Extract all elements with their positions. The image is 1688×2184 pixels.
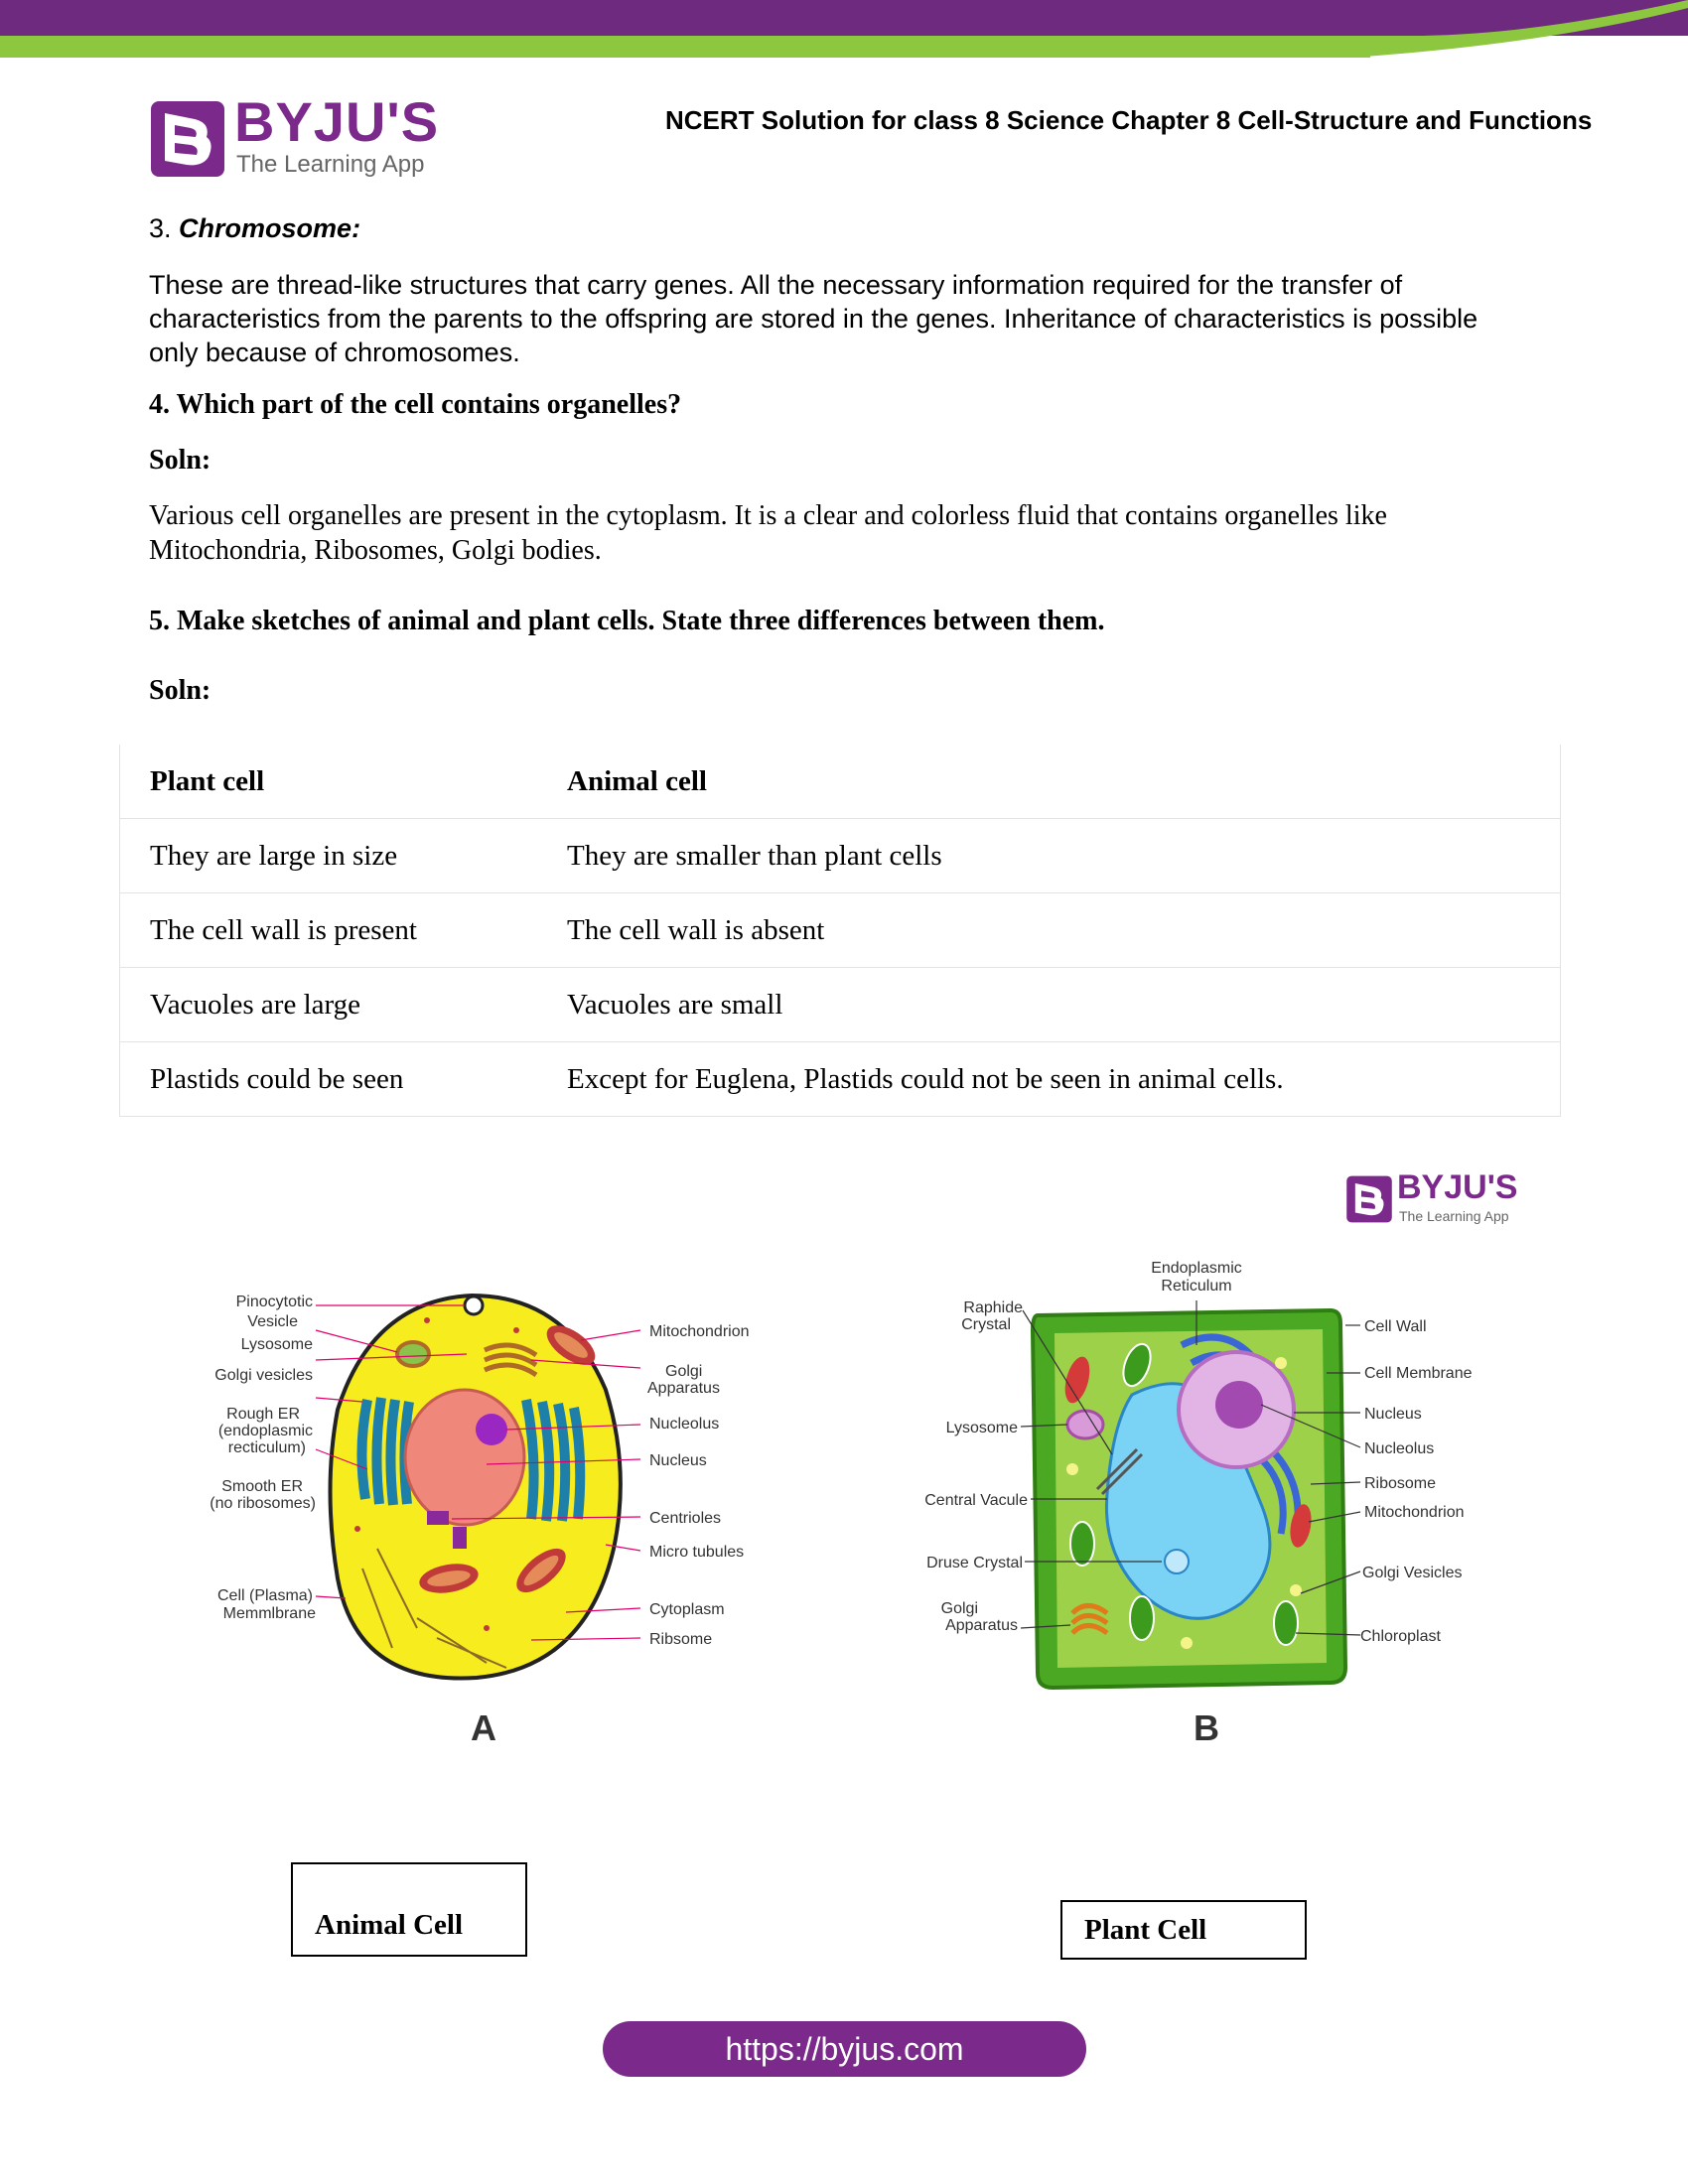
table-header-plant: Plant cell (150, 764, 265, 797)
table-cell: The cell wall is present (120, 893, 538, 968)
plant-label-druse-crystal: Druse Crystal (926, 1555, 1023, 1571)
comparison-table (119, 745, 1561, 1117)
plant-label-raphide-crystal: Raphide (963, 1299, 1023, 1316)
table-cell: They are smaller than plant cells (537, 819, 1561, 893)
figure-b-icon (1345, 1174, 1393, 1224)
animal-cell-label: Animal Cell (315, 1909, 464, 1941)
animal-label-cytoplasm: Cytoplasm (649, 1601, 725, 1618)
animal-label-lysosome: Lysosome (240, 1336, 313, 1353)
table-header-row (120, 745, 1561, 819)
plant-cell-letter: B (1194, 1707, 1219, 1748)
animal-label-ribsome: Ribsome (649, 1631, 713, 1648)
figure-logo (1345, 1168, 1524, 1226)
brand-logo (149, 90, 440, 181)
animal-label-micro-tubules: Micro tubules (649, 1544, 745, 1561)
table-row (120, 968, 1561, 1042)
plant-label-golgi-vesicles: Golgi Vesicles (1362, 1565, 1463, 1581)
brand-tagline: The Learning App (236, 151, 425, 178)
figure-logo-name: BYJU'S (1397, 1168, 1518, 1206)
plant-label-cell-membrane: Cell Membrane (1364, 1365, 1473, 1382)
plant-label-cell-wall: Cell Wall (1364, 1318, 1427, 1335)
plant-label-er: Endoplasmic (1151, 1260, 1242, 1277)
plant-cell-label: Plant Cell (1084, 1914, 1207, 1946)
plant-label-nucleolus: Nucleolus (1364, 1440, 1435, 1457)
plant-label-raphide-crystal: Crystal (961, 1316, 1011, 1333)
animal-label-rough-er: Rough ER (226, 1406, 300, 1423)
plant-label-er: Reticulum (1161, 1278, 1232, 1295)
brand-b-icon (149, 99, 226, 179)
animal-label-golgi-vesicles: Golgi vesicles (214, 1367, 313, 1384)
table-cell: The cell wall is absent (537, 893, 1561, 968)
animal-cell-letter: A (471, 1707, 496, 1748)
question-4: 4. Which part of the cell contains organelles? (149, 389, 682, 420)
animal-label-rough-er: (endoplasmic (217, 1423, 313, 1439)
animal-cell-label-box (291, 1862, 527, 1957)
plant-label-nucleus: Nucleus (1364, 1406, 1422, 1423)
table-cell: They are large in size (120, 819, 538, 893)
animal-label-vesicle: Vesicle (247, 1313, 298, 1330)
animal-label-rough-er: recticulum) (227, 1439, 306, 1456)
table-cell: Plastids could be seen (120, 1042, 538, 1117)
animal-label-cell-membrane: Cell (Plasma) (216, 1587, 313, 1604)
question-5: 5. Make sketches of animal and plant cells. State three differences between them. (149, 606, 1105, 636)
section3-heading (149, 213, 360, 244)
top-decorative-band (0, 0, 1688, 60)
plant-label-ribosome: Ribosome (1364, 1475, 1437, 1492)
section3-title: Chromosome: (179, 213, 361, 243)
plant-cell-label-box (1060, 1900, 1307, 1960)
table-cell: Vacuoles are large (120, 968, 538, 1042)
question-4-soln-label: Soln: (149, 445, 211, 476)
animal-label-golgi-apparatus: Apparatus (647, 1380, 720, 1397)
section3-text: These are thread-like structures that carry genes. All the necessary information required for the transfer of characteristics from the parents to the offspring are stored in the genes. Inheritance of characteristics is possible only because of chromosomes. (149, 270, 1478, 367)
animal-label-nucleolus: Nucleolus (649, 1416, 720, 1433)
animal-label-cell-membrane: Memmlbrane (222, 1605, 316, 1622)
animal-label-pinocytotic: Pinocytotic (235, 1294, 313, 1310)
document-title: NCERT Solution for class 8 Science Chapter 8 Cell-Structure and Functions (665, 105, 1593, 135)
animal-label-smooth-er: (no ribosomes) (210, 1495, 316, 1512)
figure-logo-tagline: The Learning App (1399, 1208, 1509, 1224)
table-row (120, 1042, 1561, 1117)
plant-label-central-vacule: Central Vacule (924, 1492, 1028, 1509)
animal-label-golgi-apparatus: Golgi (665, 1363, 703, 1380)
animal-label-smooth-er: Smooth ER (221, 1478, 303, 1495)
plant-label-mitochondrion: Mitochondrion (1364, 1504, 1465, 1521)
plant-label-golgi-apparatus: Golgi (940, 1600, 978, 1617)
table-row (120, 893, 1561, 968)
animal-label-nucleus: Nucleus (649, 1452, 707, 1469)
plant-cell-diagram (894, 1246, 1509, 1703)
question-4-answer: Various cell organelles are present in the cytoplasm. It is a clear and colorless fluid that contains organelles like Mitochondria, Ribosomes, Golgi bodies. (149, 500, 1387, 566)
animal-cell-diagram (189, 1251, 804, 1698)
animal-label-centrioles: Centrioles (649, 1510, 722, 1527)
table-cell: Except for Euglena, Plastids could not be seen in animal cells. (537, 1042, 1561, 1117)
plant-label-chloroplast: Chloroplast (1360, 1628, 1441, 1645)
table-cell: Vacuoles are small (537, 968, 1561, 1042)
animal-label-mitochondrion: Mitochondrion (649, 1323, 750, 1340)
footer-url-link[interactable]: https://byjus.com (603, 2021, 1086, 2077)
plant-label-golgi-apparatus: Apparatus (945, 1617, 1018, 1634)
plant-label-lysosome: Lysosome (945, 1420, 1018, 1436)
table-header-animal: Animal cell (567, 764, 707, 797)
table-row (120, 819, 1561, 893)
question-5-soln-label: Soln: (149, 675, 211, 706)
section3-number: 3. (149, 213, 172, 243)
brand-name: BYJU'S (234, 90, 440, 153)
